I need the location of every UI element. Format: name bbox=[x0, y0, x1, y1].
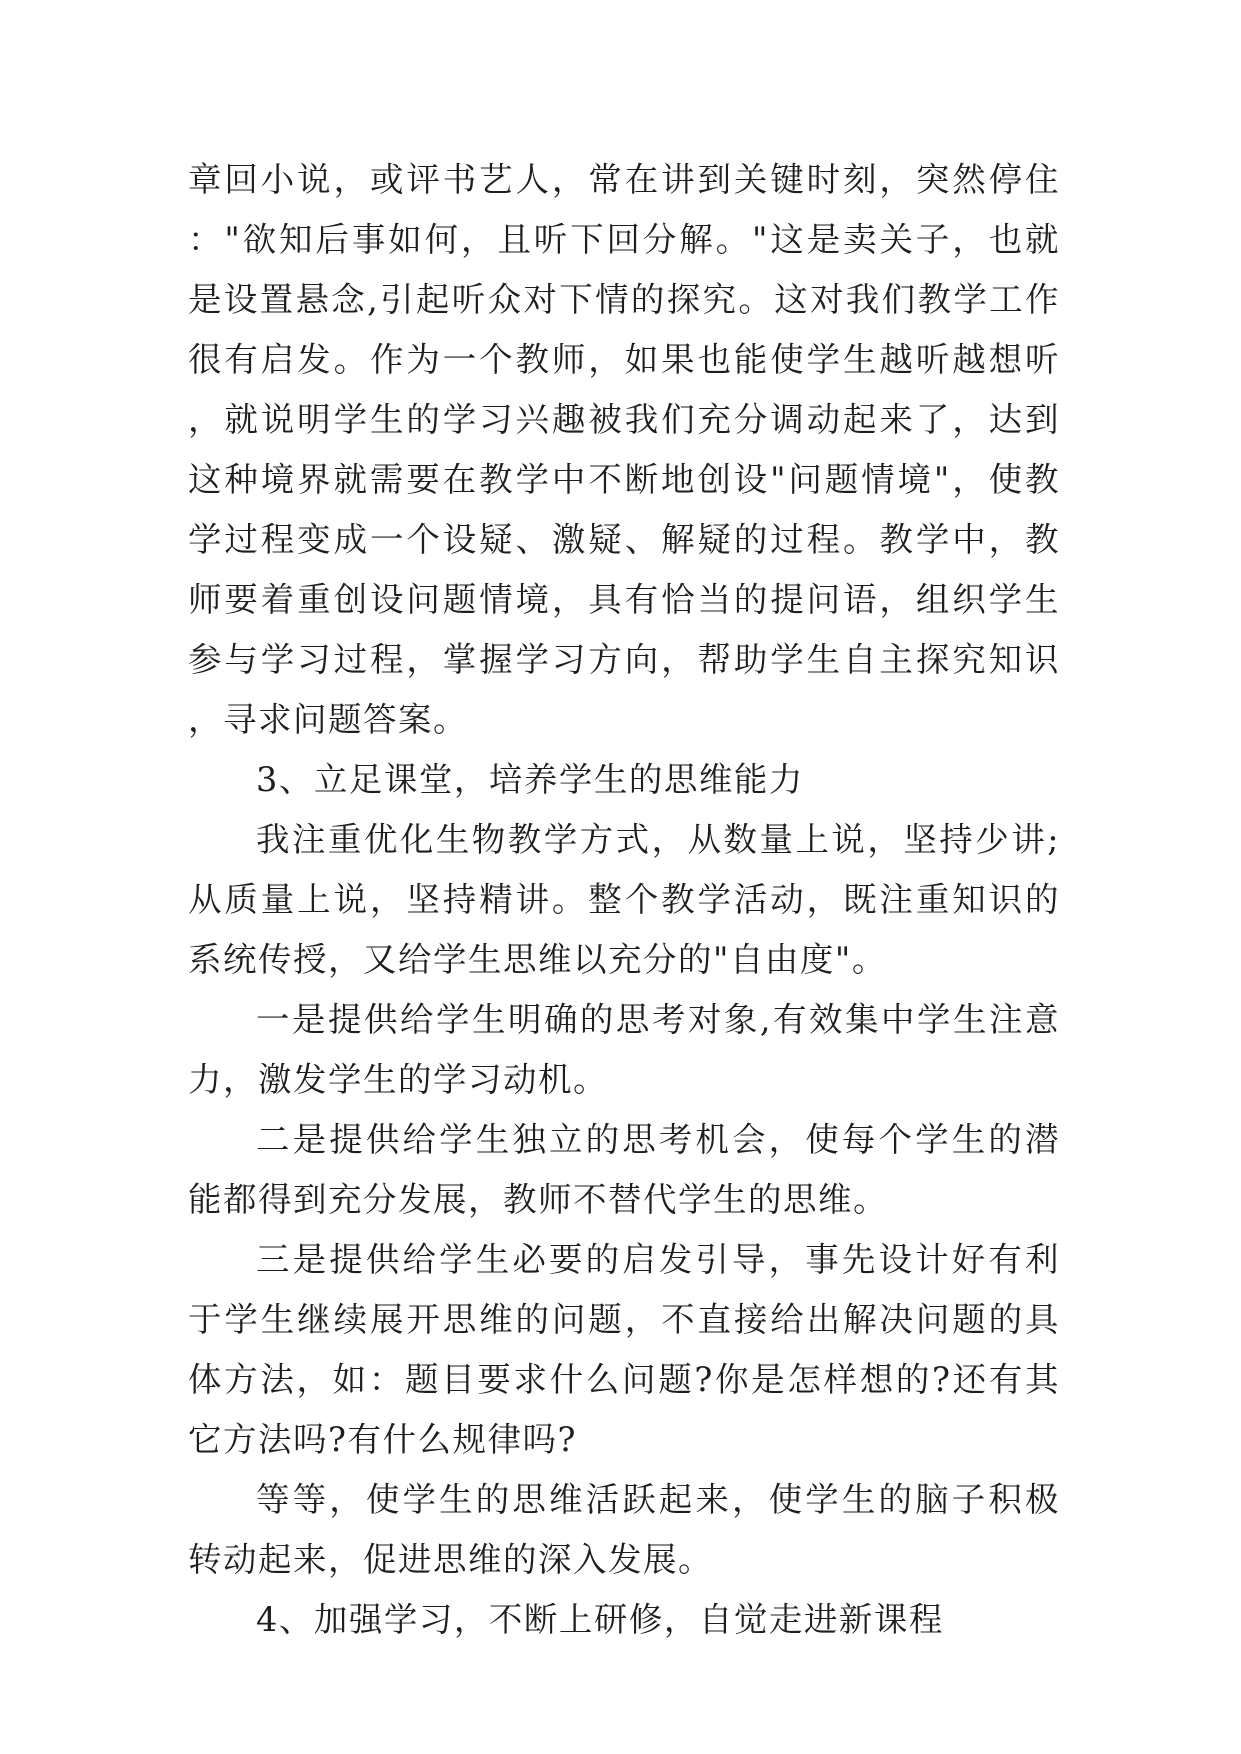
paragraph-suspense: 章回小说，或评书艺人，常在讲到关键时刻，突然停住："欲知后事如何，且听下回分解。"这是卖关子，也就是设置悬念,引起听众对下情的探究。这对我们教学工作很有启发。作为一个教师，如果也能使学生越听越想听，就说明学生的学习兴趣被我们充分调动起来了，达到这种境界就需要在教学中不断地创设"问题情境"，使教学过程变成一个设疑、激疑、解疑的过程。教学中，教师要着重创设问题情境，具有恰当的提问语，组织学生参与学习过程，掌握学习方向，帮助学生自主探究知识，寻求问题答案。 bbox=[188, 160, 1060, 739]
paragraph-point-three: 三是提供给学生必要的启发引导，事先设计好有利于学生继续展开思维的问题，不直接给出解决问题的具体方法，如：题目要求什么问题?你是怎样想的?还有其它方法吗?有什么规律吗? bbox=[188, 1240, 1060, 1459]
section-heading-3: 3、立足课堂，培养学生的思维能力 bbox=[256, 760, 804, 799]
paragraph-teaching-method: 我注重优化生物教学方式，从数量上说，坚持少讲;从质量上说，坚持精讲。整个教学活动，既注重知识的系统传授，又给学生思维以充分的"自由度"。 bbox=[188, 820, 1060, 979]
body-text bbox=[188, 150, 1060, 1650]
paragraph-point-one: 一是提供给学生明确的思考对象,有效集中学生注意力，激发学生的学习动机。 bbox=[188, 1000, 1060, 1099]
paragraph-etc: 等等，使学生的思维活跃起来，使学生的脑子积极转动起来，促进思维的深入发展。 bbox=[188, 1480, 1060, 1579]
paragraph-point-two: 二是提供给学生独立的思考机会，使每个学生的潜能都得到充分发展，教师不替代学生的思维。 bbox=[188, 1120, 1060, 1219]
section-heading-4: 4、加强学习，不断上研修，自觉走进新课程 bbox=[256, 1600, 944, 1639]
